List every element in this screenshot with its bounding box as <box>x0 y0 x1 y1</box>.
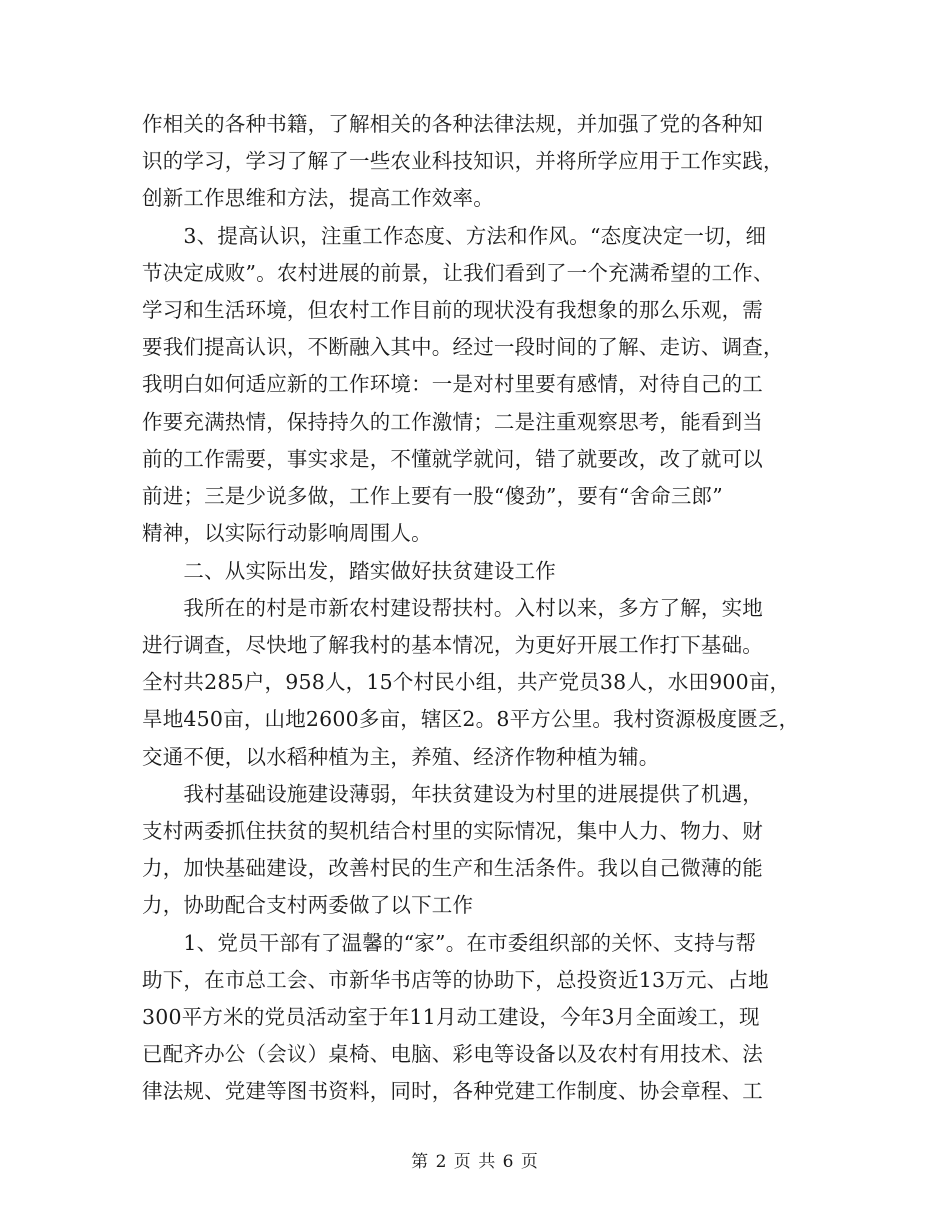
body-text-line: 已配齐办公（会议）桌椅、电脑、彩电等设备以及农村有用技术、法 <box>142 1042 763 1066</box>
body-text-line: 力，协助配合支村两委做了以下工作 <box>142 893 474 917</box>
body-text-line: 精神，以实际行动影响周围人。 <box>142 521 432 545</box>
body-text-line: 300平方米的党员活动室于年11月动工建设，今年3月全面竣工，现 <box>142 1005 760 1029</box>
body-text-line: 律法规、党建等图书资料，同时，各种党建工作制度、协会章程、工 <box>142 1079 763 1103</box>
body-text-line: 我所在的村是市新农村建设帮扶村。入村以来，多方了解，实地 <box>142 596 763 620</box>
body-text-line: 进行调查，尽快地了解我村的基本情况，为更好开展工作打下基础。 <box>142 633 763 657</box>
body-text-line: 旱地450亩，山地2600多亩，辖区2。8平方公里。我村资源极度匮乏， <box>142 707 800 731</box>
body-text-line: 支村两委抓住扶贫的契机结合村里的实际情况，集中人力、物力、财 <box>142 819 763 843</box>
body-text-line: 1、党员干部有了温馨的“家”。在市委组织部的关怀、支持与帮 <box>142 931 757 955</box>
body-text-line: 我明白如何适应新的工作环境：一是对村里要有感情，对待自己的工 <box>142 372 763 396</box>
body-text-line: 作要充满热情，保持持久的工作激情；二是注重观察思考，能看到当 <box>142 410 763 434</box>
body-text-line: 学习和生活环境，但农村工作目前的现状没有我想象的那么乐观，需 <box>142 298 763 322</box>
body-text-line: 节决定成败”。农村进展的前景，让我们看到了一个充满希望的工作、 <box>142 261 774 285</box>
section-heading: 二、从实际出发，踏实做好扶贫建设工作 <box>142 559 556 583</box>
body-text-line: 我村基础设施建设薄弱，年扶贫建设为村里的进展提供了机遇， <box>142 782 763 806</box>
body-text-line: 3、提高认识，注重工作态度、方法和作风。“态度决定一切，细 <box>142 224 767 248</box>
body-text-line: 识的学习，学习了解了一些农业科技知识，并将所学应用于工作实践， <box>142 149 784 173</box>
body-text-line: 交通不便，以水稻种植为主，养殖、经济作物种植为辅。 <box>142 745 660 769</box>
body-text-line: 力，加快基础建设，改善村民的生产和生活条件。我以自己微薄的能 <box>142 856 763 880</box>
body-text-line: 创新工作思维和方法，提高工作效率。 <box>142 186 494 210</box>
body-text-line: 助下，在市总工会、市新华书店等的协助下，总投资近13万元、占地 <box>142 968 769 992</box>
body-text-line: 要我们提高认识，不断融入其中。经过一段时间的了解、走访、调查， <box>142 335 784 359</box>
body-text-line: 前进；三是少说多做，工作上要有一股“傻劲”，要有“舍命三郎” <box>142 484 723 508</box>
page-footer: 第 2 页 共 6 页 <box>411 1152 539 1172</box>
body-text-line: 全村共285户，958人，15个村民小组，共产党员38人，水田900亩， <box>142 670 791 694</box>
body-text-line: 作相关的各种书籍，了解相关的各种法律法规，并加强了党的各种知 <box>142 112 763 136</box>
body-text-line: 前的工作需要，事实求是，不懂就学就问，错了就要改，改了就可以 <box>142 447 763 471</box>
